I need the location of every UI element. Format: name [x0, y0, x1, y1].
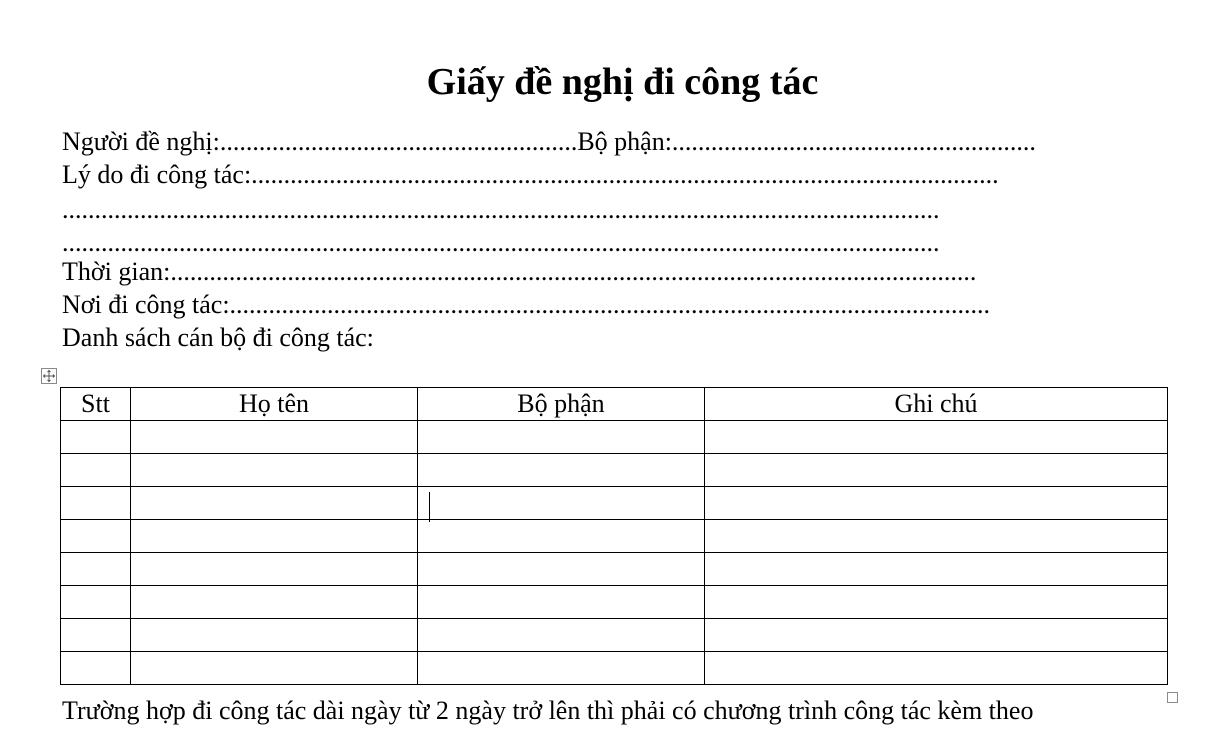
cell-notes[interactable]	[705, 619, 1168, 652]
cell-department[interactable]	[418, 421, 705, 454]
table-row	[61, 652, 1168, 685]
cell-stt[interactable]	[61, 520, 131, 553]
table-row	[61, 421, 1168, 454]
cell-department[interactable]	[418, 586, 705, 619]
cell-notes[interactable]	[705, 520, 1168, 553]
table-resize-handle[interactable]	[1167, 692, 1178, 703]
table-row	[61, 619, 1168, 652]
reason-continuation-line-2[interactable]: .......................................................................................................................................	[62, 228, 940, 257]
cell-stt[interactable]	[61, 487, 131, 520]
cell-full-name[interactable]	[131, 586, 418, 619]
cell-department[interactable]	[418, 652, 705, 685]
table-row	[61, 520, 1168, 553]
destination-line[interactable]: Nơi đi công tác:.....................................................................................................................	[62, 290, 991, 319]
cell-full-name[interactable]	[131, 520, 418, 553]
cell-department[interactable]	[418, 520, 705, 553]
cell-full-name[interactable]	[131, 487, 418, 520]
table-header-row	[61, 388, 1168, 421]
staff-table	[60, 387, 1168, 685]
cell-stt[interactable]	[61, 553, 131, 586]
requester-department-line[interactable]: Người đề nghị:.......................................................Bộ phận:........................................................	[62, 127, 1036, 156]
table-row	[61, 454, 1168, 487]
header-stt: Stt	[61, 388, 131, 421]
cell-stt[interactable]	[61, 586, 131, 619]
staff-list-label: Danh sách cán bộ đi công tác:	[62, 323, 374, 352]
cell-notes[interactable]	[705, 454, 1168, 487]
cell-department[interactable]	[418, 619, 705, 652]
cell-stt[interactable]	[61, 421, 131, 454]
cell-notes[interactable]	[705, 652, 1168, 685]
cell-stt[interactable]	[61, 652, 131, 685]
cell-department[interactable]	[418, 454, 705, 487]
cell-full-name[interactable]	[131, 553, 418, 586]
cell-full-name[interactable]	[131, 454, 418, 487]
reason-continuation-line-1[interactable]: .......................................................................................................................................	[62, 195, 940, 224]
header-full-name: Họ tên	[131, 388, 418, 421]
cell-stt[interactable]	[61, 454, 131, 487]
cell-department[interactable]	[418, 553, 705, 586]
cell-full-name[interactable]	[131, 652, 418, 685]
cell-notes[interactable]	[705, 553, 1168, 586]
table-row	[61, 553, 1168, 586]
cell-full-name[interactable]	[131, 421, 418, 454]
header-notes: Ghi chú	[705, 388, 1168, 421]
time-line[interactable]: Thời gian:............................................................................................................................	[62, 257, 977, 286]
table-move-handle-icon[interactable]	[41, 368, 57, 384]
cell-full-name[interactable]	[131, 619, 418, 652]
text-cursor	[429, 492, 430, 522]
table-row	[61, 487, 1168, 520]
cell-notes[interactable]	[705, 586, 1168, 619]
footer-note: Trường hợp đi công tác dài ngày từ 2 ngày trở lên thì phải có chương trình công tác kèm theo	[62, 696, 1034, 725]
reason-line[interactable]: Lý do đi công tác:...................................................................................................................	[62, 160, 999, 189]
header-department: Bộ phận	[418, 388, 705, 421]
document-title: Giấy đề nghị đi công tác	[426, 61, 819, 103]
cell-stt[interactable]	[61, 619, 131, 652]
cell-notes[interactable]	[705, 487, 1168, 520]
table-row	[61, 586, 1168, 619]
cell-notes[interactable]	[705, 421, 1168, 454]
cell-department[interactable]	[418, 487, 705, 520]
